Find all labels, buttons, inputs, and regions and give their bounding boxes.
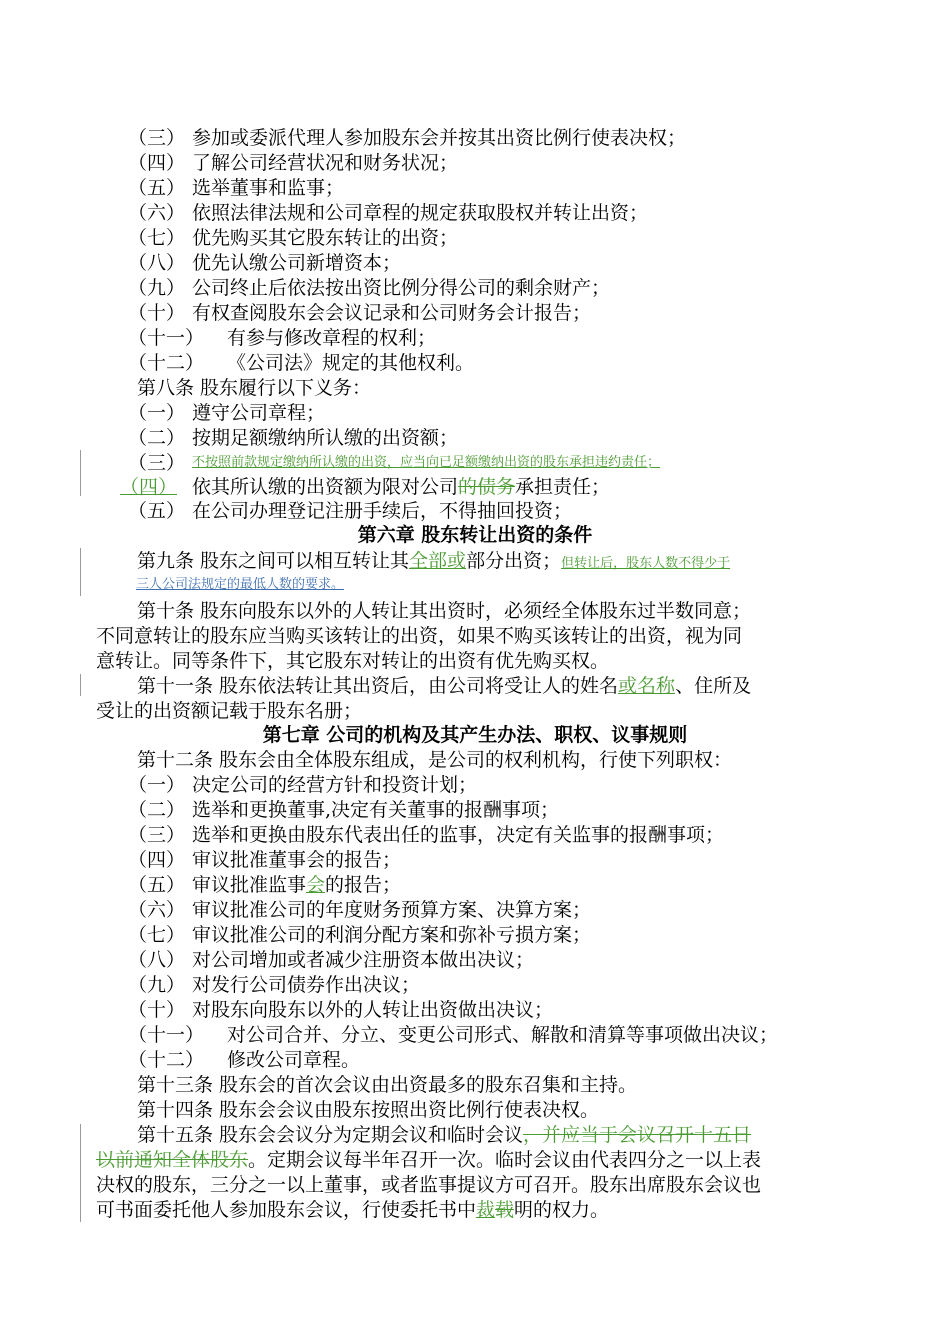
power-item-1 [0,772,950,798]
text-run: 。定期会议每半年召开一次。临时会议由代表四分之一以上表 [248,1149,762,1171]
rights-item-9 [0,275,950,301]
item-number: （二） [128,799,186,821]
article-10-line-2 [0,623,950,649]
power-item-5 [0,872,950,898]
article-text [137,1122,751,1148]
power-item-2 [0,797,950,823]
article-text: 受让的出资额记载于股东名册； [96,700,363,722]
rights-item-3 [0,125,950,151]
deleted-text: 以前通知全体股东 [96,1149,249,1171]
item-text: 对公司增加或者减少注册资本做出决议； [192,949,535,971]
item-number: （十二） [128,1049,205,1071]
inserted-text: 全部或 [409,550,467,572]
item-number: （五） [128,500,186,522]
article-9 [0,548,950,574]
article-15-line-3 [0,1172,950,1198]
article-text [137,673,751,699]
item-number: （二） [128,427,186,449]
article-text: 不同意转让的股东应当购买该转让的出资，如果不购买该转让的出资，视为同 [96,625,743,647]
item-text: 依照法律法规和公司章程的规定获取股权并转让出资； [192,202,649,224]
text-run: 可书面委托他人参加股东会议，行使委托书中 [96,1199,477,1221]
item-number: （一） [128,774,186,796]
item-text [192,474,610,500]
inserted-text: 但转让后，股东人数不得少于 [561,556,731,571]
item-text: 按期足额缴纳所认缴的出资额； [192,427,459,449]
item-number: （十二） [128,352,205,374]
article-12 [0,747,950,773]
item-number: （九） [128,277,186,299]
article-text: 意转让。同等条件下，其它股东对转让的出资有优先购买权。 [96,650,610,672]
article-text: 决权的股东，三分之一以上董事，或者监事提议方可召开。股东出席股东会议也 [96,1174,762,1196]
rights-item-4 [0,150,950,176]
article-8 [0,375,950,401]
article-text [96,1197,609,1223]
text-run: 、住所及 [675,675,752,697]
text-run: 审议批准监事 [192,874,307,896]
article-13 [0,1072,950,1098]
duty-item-2 [0,425,950,451]
power-item-11 [0,1022,950,1048]
power-item-4 [0,847,950,873]
item-text: 决定公司的经营方针和投资计划； [192,774,478,796]
item-text: 参加或委派代理人参加股东会并按其出资比例行使表决权； [192,127,687,149]
item-text: 选举董事和监事； [192,177,345,199]
inserted-text: 会 [306,874,326,896]
item-number: （一） [128,402,186,424]
inserted-text: 裁 [476,1199,496,1221]
item-text: 审议批准董事会的报告； [192,849,402,871]
duty-item-1 [0,400,950,426]
item-number: （六） [128,202,186,224]
article-text: 第十三条 股东会的首次会议由出资最多的股东召集和主持。 [137,1074,638,1096]
item-text: 选举和更换董事,决定有关董事的报酬事项； [192,799,560,821]
item-text [192,872,401,898]
article-15-line-4 [0,1197,950,1223]
item-text: 对股东向股东以外的人转让出资做出决议； [192,999,554,1021]
inserted-text: 三人公司法规定的最低人数的要求。 [136,577,345,592]
item-number: （十一） [128,1024,205,1046]
item-text: 遵守公司章程； [192,402,326,424]
power-item-7 [0,922,950,948]
text-run: 部分出资； [466,550,562,572]
item-number: （六） [128,899,186,921]
item-text: 公司终止后依法按出资比例分得公司的剩余财产； [192,277,611,299]
item-text: 了解公司经营状况和财务状况； [192,152,459,174]
article-14 [0,1097,950,1123]
text-run: 第十一条 股东依法转让其出资后，由公司将受让人的姓名 [137,675,619,697]
inserted-text: 或名称 [618,675,676,697]
rights-item-11 [0,325,950,351]
article-text: 第十二条 股东会由全体股东组成，是公司的权利机构，行使下列职权： [137,749,733,771]
power-item-9 [0,972,950,998]
item-number: （三） [128,127,186,149]
article-15 [0,1122,950,1148]
item-text: 对公司合并、分立、变更公司形式、解散和清算等事项做出决议； [227,1024,779,1046]
power-item-8 [0,947,950,973]
chapter-6-heading: 第六章 股东转让出资的条件 [357,524,593,546]
power-item-12 [0,1047,950,1073]
rights-item-5 [0,175,950,201]
article-10-line-3 [0,648,950,674]
item-text: 《公司法》规定的其他权利。 [227,352,475,374]
item-number: （五） [128,177,186,199]
item-number: （三） [128,452,186,474]
text-run: 第九条 股东之间可以相互转让其 [137,550,410,572]
duty-item-5 [0,498,950,524]
item-text: 选举和更换由股东代表出任的监事，决定有关监事的报酬事项； [192,824,725,846]
rights-item-7 [0,225,950,251]
item-number: （七） [128,227,186,249]
rights-item-10 [0,300,950,326]
item-text: 修改公司章程。 [227,1049,361,1071]
item-number: （七） [128,924,186,946]
item-number: （八） [128,252,186,274]
item-number: （十一） [128,327,205,349]
duty-item-3 [0,450,950,476]
item-text: 在公司办理登记注册手续后，不得抽回投资； [192,500,573,522]
rights-item-12 [0,350,950,376]
item-text: 优先购买其它股东转让的出资； [192,227,459,249]
power-item-3 [0,822,950,848]
item-number: （四） [128,849,186,871]
article-11-line-2 [0,698,950,724]
article-text [96,1147,761,1173]
item-number: （三） [128,824,186,846]
power-item-6 [0,897,950,923]
item-text: 有权查阅股东会会议记录和公司财务会计报告； [192,302,592,324]
text-run: 的报告； [325,874,402,896]
item-number: （八） [128,949,186,971]
item-number: （十） [128,302,186,324]
duty-item-4 [0,474,950,500]
article-15-line-2 [0,1147,950,1173]
item-text: 审议批准公司的利润分配方案和弥补亏损方案； [192,924,592,946]
text-run: 依其所认缴的出资额为限对公司 [192,476,459,498]
rights-item-8 [0,250,950,276]
item-number: （四） [120,476,178,498]
item-text: 审议批准公司的年度财务预算方案、决算方案； [192,899,592,921]
article-text: 第八条 股东履行以下义务： [137,377,372,399]
deleted-text: 载 [495,1199,515,1221]
article-text: 第十四条 股东会会议由股东按照出资比例行使表决权。 [137,1099,600,1121]
deleted-text: ，并应当于会议召开十五日 [523,1124,752,1146]
article-11 [0,673,950,699]
item-number: （四） [128,152,186,174]
text-run: 第十五条 股东会会议分为定期会议和临时会议 [137,1124,524,1146]
chapter-7-heading: 第七章 公司的机构及其产生办法、职权、议事规则 [262,724,688,746]
article-9-cont [0,572,950,598]
power-item-10 [0,997,950,1023]
article-text: 第十条 股东向股东以外的人转让其出资时，必须经全体股东过半数同意； [137,600,752,622]
item-number: （九） [128,974,186,996]
item-text: 对发行公司债券作出决议； [192,974,421,996]
rights-item-6 [0,200,950,226]
deleted-text: 的债务 [458,476,516,498]
item-text: 优先认缴公司新增资本； [192,252,402,274]
article-10 [0,598,950,624]
item-number: （五） [128,874,186,896]
text-run: 承担责任； [515,476,611,498]
item-text: 有参与修改章程的权利； [227,327,437,349]
text-run: 明的权力。 [514,1199,610,1221]
item-number: （十） [128,999,186,1021]
inserted-text: 不按照前款规定缴纳所认缴的出资，应当向已足额缴纳出资的股东承担违约责任； [192,455,661,470]
